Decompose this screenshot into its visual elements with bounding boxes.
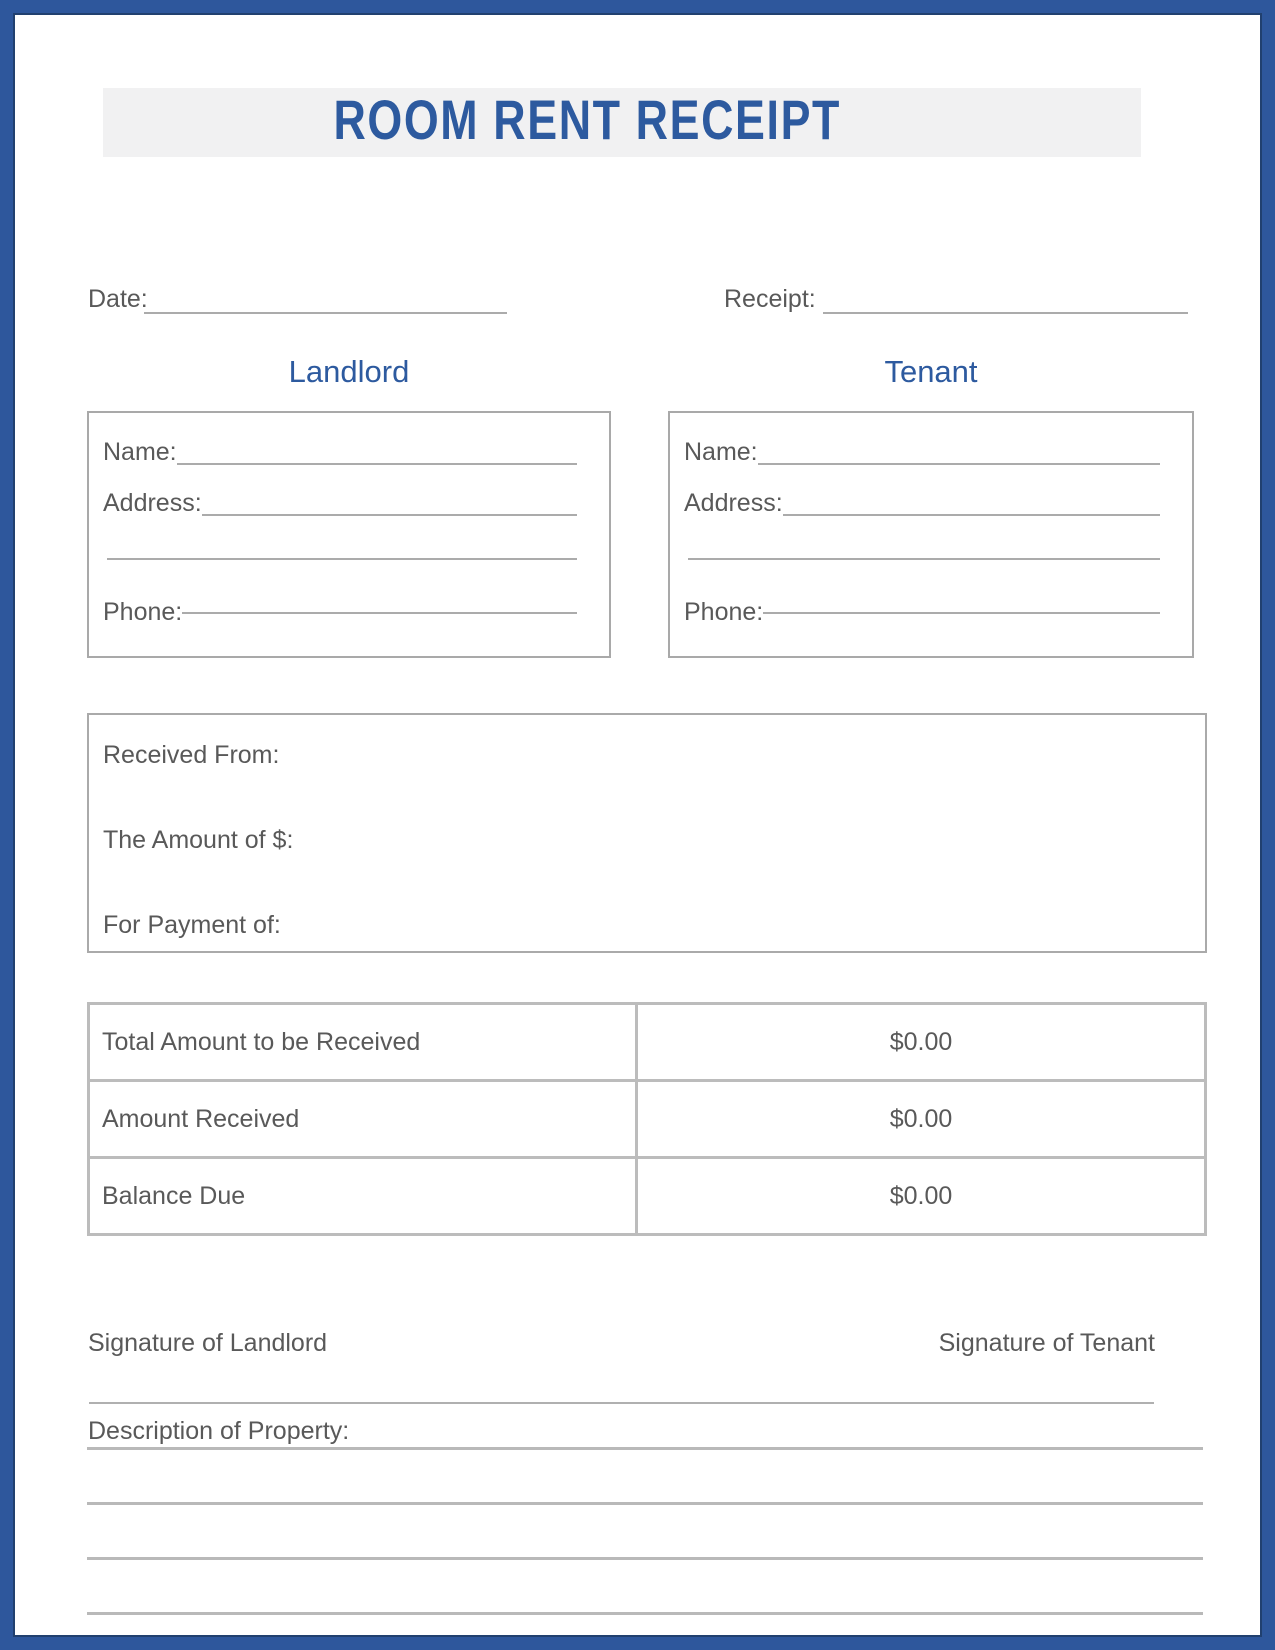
landlord-phone-input-line[interactable]: [182, 612, 577, 614]
received-from-label: Received From:: [103, 741, 280, 769]
landlord-heading: Landlord: [288, 354, 410, 389]
tenant-heading: Tenant: [884, 354, 978, 389]
balance-due-label: Balance Due: [89, 1158, 637, 1235]
signature-of-landlord-label: Signature of Landlord: [88, 1329, 328, 1357]
tenant-name-label: Name:: [684, 438, 758, 466]
tenant-box: [668, 411, 1194, 658]
tenant-phone-label: Phone:: [684, 598, 764, 626]
landlord-phone-field: [103, 582, 577, 642]
description-input-line-3[interactable]: [87, 1557, 1203, 1560]
date-input-line[interactable]: [144, 282, 507, 314]
landlord-name-label: Name:: [103, 438, 177, 466]
title-bar: [103, 88, 1141, 157]
tenant-name-field: [684, 413, 1160, 467]
landlord-address-field: [103, 467, 577, 518]
tenant-phone-input-line[interactable]: [763, 612, 1160, 614]
for-payment-of-label: For Payment of:: [103, 911, 281, 939]
balance-due-value[interactable]: $0.00: [637, 1158, 1206, 1235]
receipt-label: Receipt:: [724, 285, 816, 313]
landlord-box: [87, 411, 611, 658]
amounts-table: [87, 1002, 1207, 1236]
total-amount-label: Total Amount to be Received: [89, 1004, 637, 1081]
description-input-line-4[interactable]: [87, 1612, 1203, 1615]
tenant-address2-field: [684, 518, 1160, 562]
tenant-phone-field: [684, 582, 1160, 642]
page-title: ROOM RENT RECEIPT: [333, 88, 841, 151]
signature-of-tenant-label: Signature of Tenant: [938, 1329, 1155, 1357]
amount-received-value[interactable]: $0.00: [637, 1081, 1206, 1158]
amount-received-label: Amount Received: [89, 1081, 637, 1158]
description-input-line[interactable]: [87, 1447, 1203, 1450]
landlord-phone-label: Phone:: [103, 598, 183, 626]
signature-row: [88, 1328, 1155, 1358]
description-input-line-2[interactable]: [87, 1502, 1203, 1505]
signature-line[interactable]: [89, 1402, 1154, 1404]
amount-of-label: The Amount of $:: [103, 826, 294, 854]
table-row: [89, 1158, 1206, 1235]
tenant-address2-input-line[interactable]: [688, 558, 1160, 560]
table-row: [89, 1081, 1206, 1158]
total-amount-value[interactable]: $0.00: [637, 1004, 1206, 1081]
description-of-property-label: Description of Property:: [88, 1417, 350, 1445]
landlord-name-field: [103, 413, 577, 467]
tenant-name-input-line[interactable]: [758, 463, 1160, 465]
date-label: Date:: [88, 285, 148, 313]
landlord-address-input-line[interactable]: [202, 514, 577, 516]
landlord-address2-field: [103, 518, 577, 562]
landlord-address-label: Address:: [103, 489, 202, 517]
landlord-address2-input-line[interactable]: [107, 558, 577, 560]
landlord-name-input-line[interactable]: [177, 463, 577, 465]
receipt-number-input-line[interactable]: [823, 282, 1188, 314]
tenant-address-field: [684, 467, 1160, 518]
table-row: [89, 1004, 1206, 1081]
tenant-address-input-line[interactable]: [783, 514, 1160, 516]
received-details-box: [87, 713, 1207, 953]
tenant-address-label: Address:: [684, 489, 783, 517]
